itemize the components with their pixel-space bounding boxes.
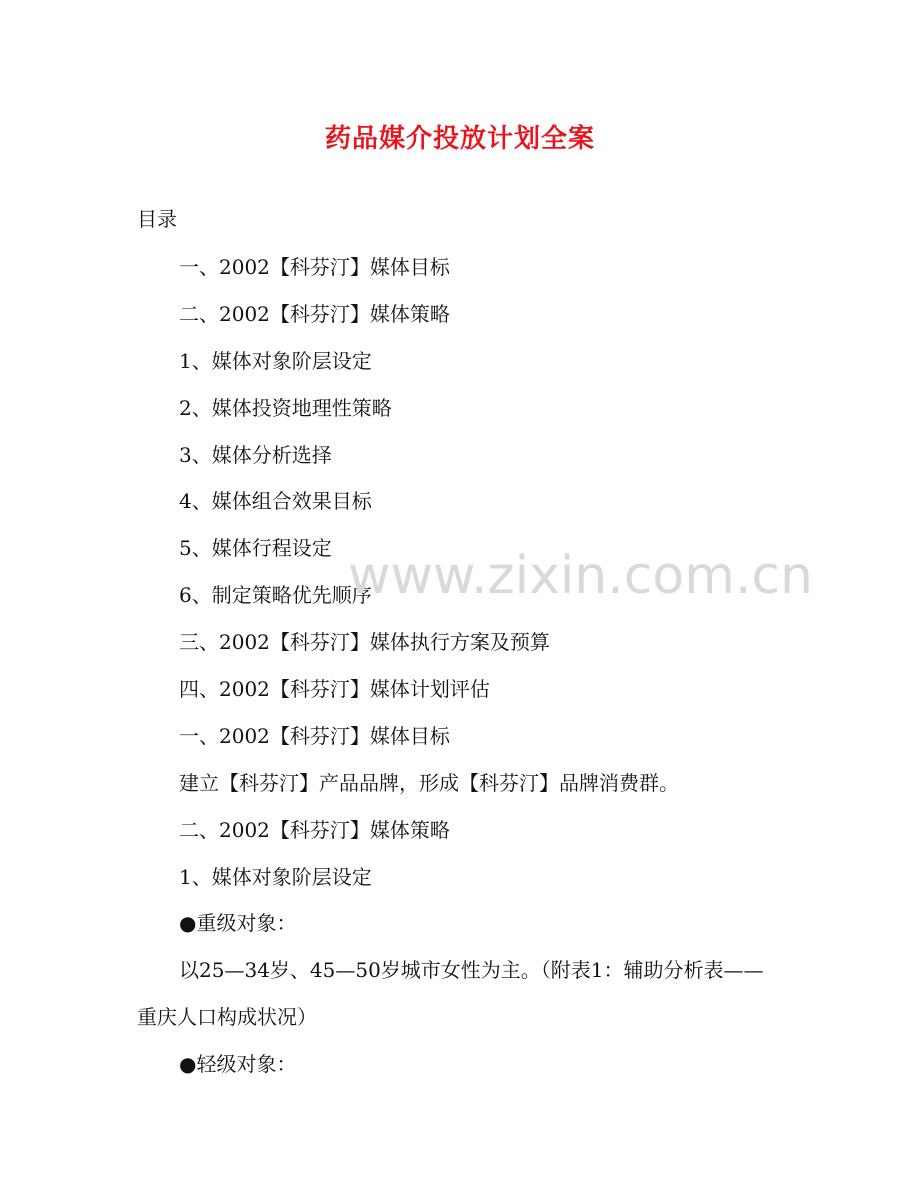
- bullet-item: ●轻级对象：: [179, 1052, 297, 1076]
- toc-item: 三、2002【科芬汀】媒体执行方案及预算: [179, 630, 550, 654]
- toc-heading: 目录: [137, 207, 177, 231]
- subsection-heading: 1、媒体对象阶层设定: [179, 865, 372, 889]
- toc-item: 一、2002【科芬汀】媒体目标: [179, 255, 450, 279]
- body-paragraph: 建立【科芬汀】产品品牌，形成【科芬汀】品牌消费群。: [179, 771, 679, 795]
- toc-item: 4、媒体组合效果目标: [179, 489, 372, 513]
- watermark: www.zixin.com.cn: [348, 546, 813, 606]
- toc-item: 3、媒体分析选择: [179, 443, 332, 467]
- bullet-item: ●重级对象：: [179, 911, 297, 935]
- toc-item: 2、媒体投资地理性策略: [179, 396, 392, 420]
- toc-item: 6、制定策略优先顺序: [179, 583, 372, 607]
- toc-item: 5、媒体行程设定: [179, 536, 332, 560]
- section-heading: 一、2002【科芬汀】媒体目标: [179, 724, 450, 748]
- section-heading: 二、2002【科芬汀】媒体策略: [179, 818, 450, 842]
- document-title: 药品媒介投放计划全案: [324, 124, 595, 154]
- body-paragraph-continued: 重庆人口构成状况）: [137, 1005, 317, 1029]
- body-paragraph: 以25—34岁、45—50岁城市女性为主。（附表1：辅助分析表——: [179, 958, 764, 982]
- toc-item: 1、媒体对象阶层设定: [179, 349, 372, 373]
- toc-item: 二、2002【科芬汀】媒体策略: [179, 302, 450, 326]
- toc-item: 四、2002【科芬汀】媒体计划评估: [179, 677, 490, 701]
